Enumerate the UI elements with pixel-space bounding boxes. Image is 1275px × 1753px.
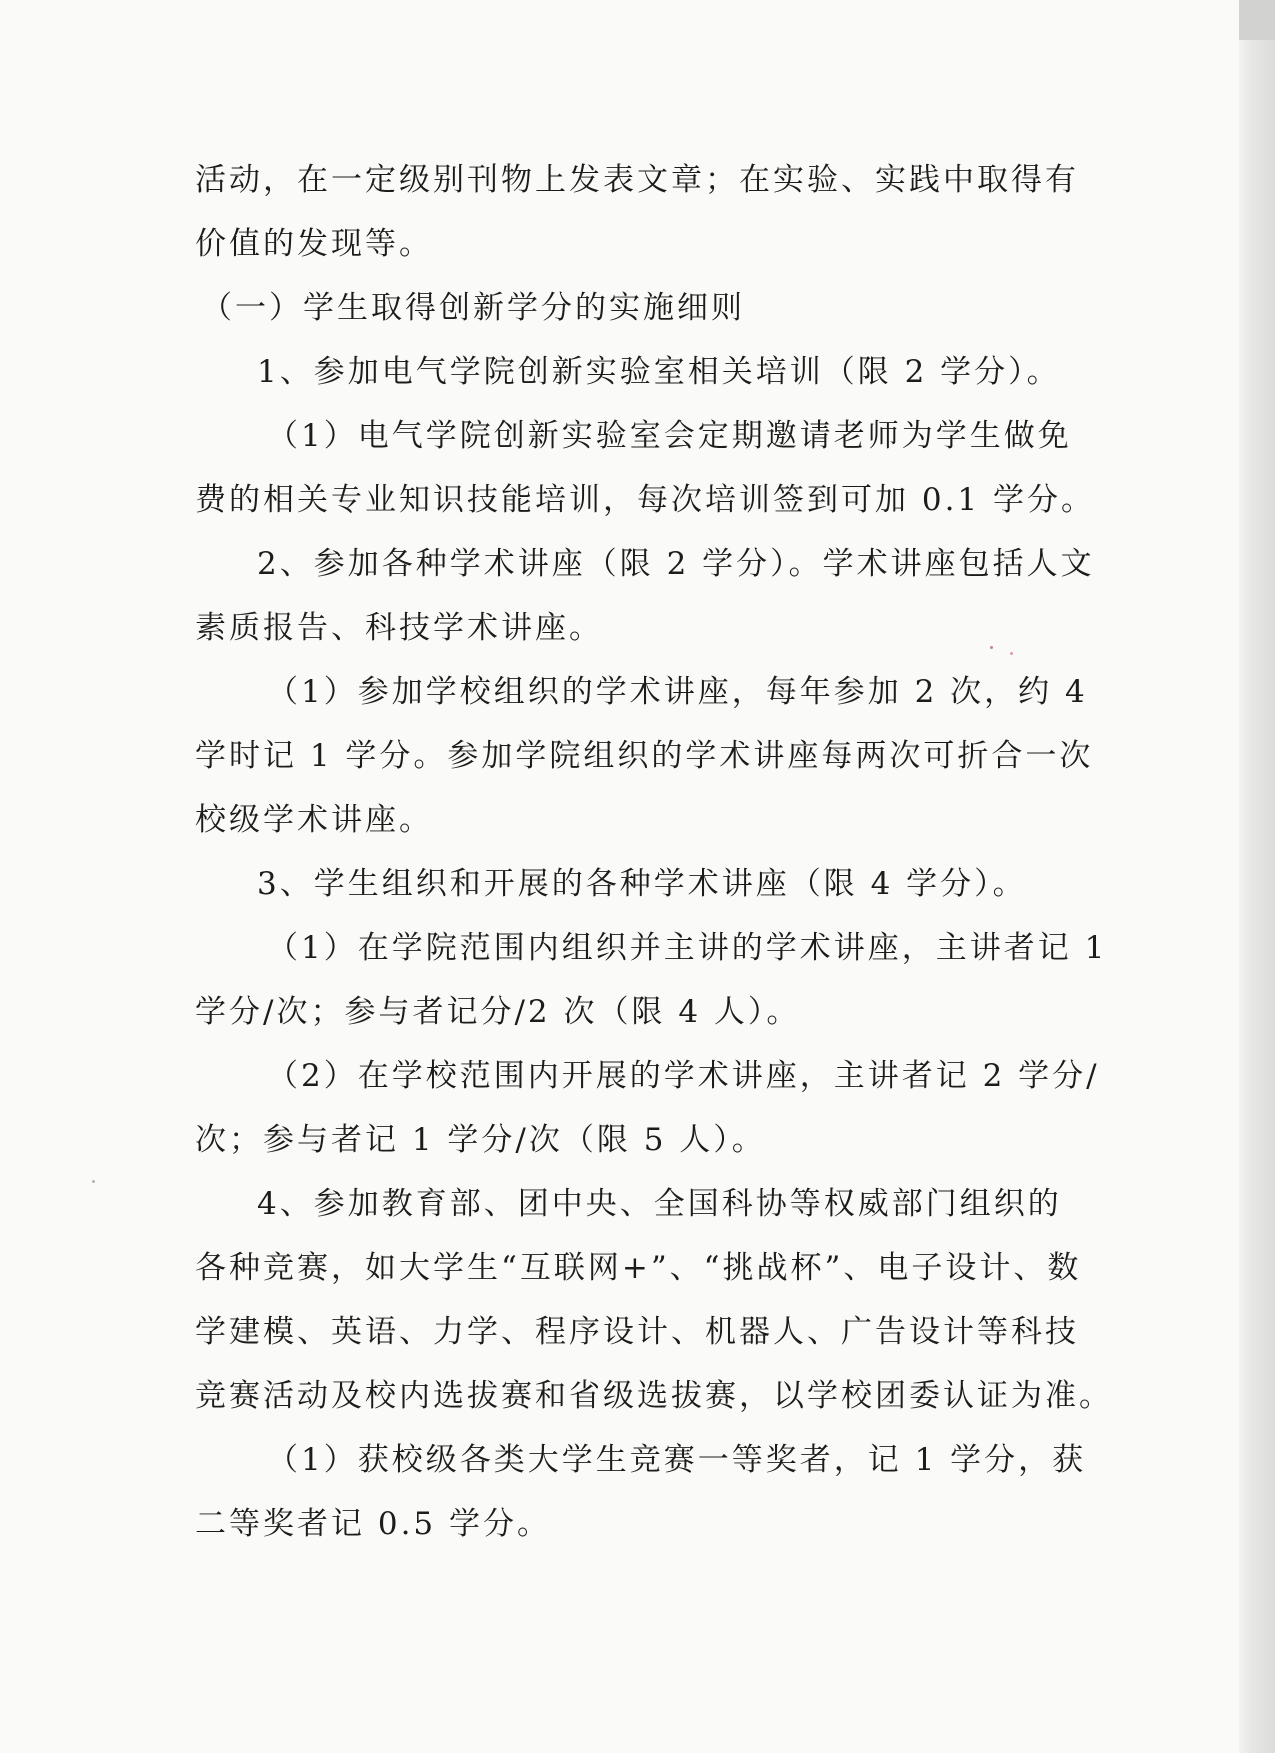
sub-item: （1）在学院范围内组织并主讲的学术讲座，主讲者记 1 (267, 930, 1108, 966)
text-line: 学时记 1 学分。参加学院组织的学术讲座每两次可折合一次 (195, 738, 1094, 774)
scan-shadow-edge (1239, 0, 1275, 1753)
text-line: 价值的发现等。 (195, 226, 433, 262)
text-line: 学建模、英语、力学、程序设计、机器人、广告设计等科技 (195, 1314, 1079, 1350)
text-line: 竞赛活动及校内选拔赛和省级选拔赛，以学校团委认证为准。 (195, 1378, 1113, 1414)
sub-item: （2）在学校范围内开展的学术讲座，主讲者记 2 学分/ (267, 1058, 1100, 1094)
text-line: 二等奖者记 0.5 学分。 (195, 1506, 552, 1542)
item-heading: 4、参加教育部、团中央、全国科协等权威部门组织的 (257, 1186, 1062, 1222)
text-line: 费的相关专业知识技能培训，每次培训签到可加 0.1 学分。 (195, 482, 1096, 518)
item-heading: 2、参加各种学术讲座（限 2 学分）。学术讲座包括人文 (257, 546, 1095, 582)
text-line: 各种竞赛，如大学生“互联网+”、“挑战杯”、电子设计、数 (195, 1250, 1082, 1286)
document-body (195, 148, 1113, 1556)
item-heading: 3、学生组织和开展的各种学术讲座（限 4 学分）。 (257, 866, 1027, 902)
text-line: 素质报告、科技学术讲座。 (195, 610, 603, 646)
sub-item: （1）参加学校组织的学术讲座，每年参加 2 次，约 4 (267, 674, 1088, 710)
sub-item: （1）电气学院创新实验室会定期邀请老师为学生做免 (267, 418, 1072, 454)
item-heading: 1、参加电气学院创新实验室相关培训（限 2 学分）。 (257, 354, 1061, 390)
text-line: 学分/次；参与者记分/2 次（限 4 人）。 (195, 994, 801, 1030)
scan-shadow-corner (1239, 0, 1275, 40)
sub-item: （1）获校级各类大学生竞赛一等奖者，记 1 学分，获 (267, 1442, 1087, 1478)
paper-speck (92, 1180, 95, 1183)
text-line: 次；参与者记 1 学分/次（限 5 人）。 (195, 1122, 766, 1158)
section-heading: （一）学生取得创新学分的实施细则 (201, 290, 745, 326)
text-line: 活动，在一定级别刊物上发表文章；在实验、实践中取得有 (195, 162, 1079, 198)
text-line: 校级学术讲座。 (195, 802, 433, 838)
